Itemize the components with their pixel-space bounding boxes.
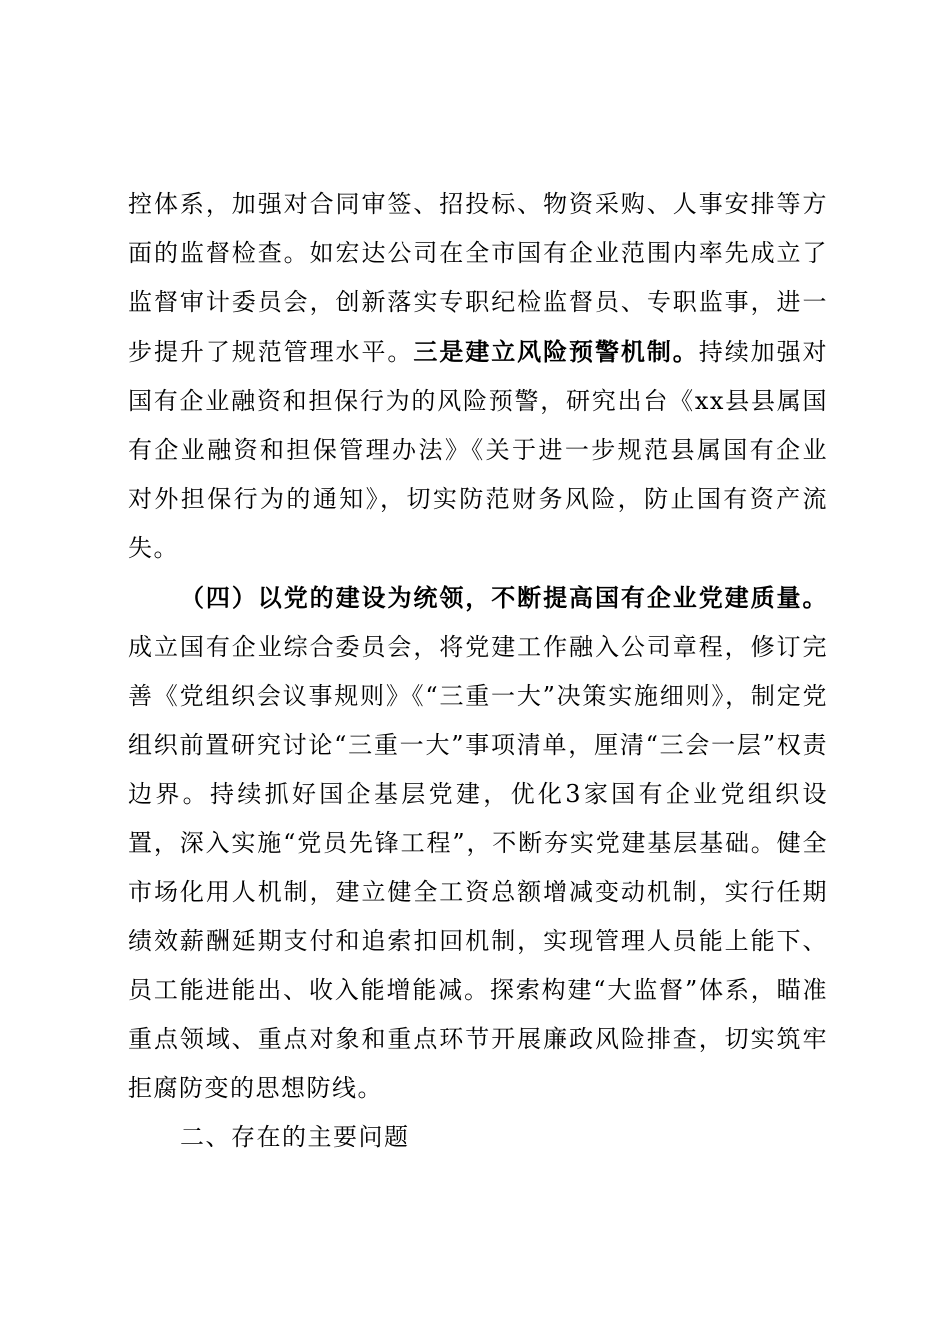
bold-subheading: （四）以党的建设为统领，不断提高国有企业党建质量。 — [180, 583, 828, 612]
paragraph-party-building — [128, 573, 828, 1113]
paragraph-risk-warning — [128, 180, 828, 573]
paragraph-text: 成立国有企业综合委员会，将党建工作融入公司章程，修订完善《党组织会议事规则》《“三重一大”决策实施细则》，制定党组织前置研究讨论“三重一大”事项清单，厘清“三会一层”权责边界。持续抓好国企基层党建，优化3家国有企业党组织设置，深入实施“党员先锋工程”，不断夯实党建基层基础。健全市场化用人机制，建立健全工资总额增减变动机制，实行任期绩效薪酬延期支付和追索扣回机制，实现管理人员能上能下、员工能进能出、收入能增能减。探索构建“大监督”体系，瞄准重点领域、重点对象和重点环节开展廉政风险排查，切实筑牢拒腐防变的思想防线。 — [128, 633, 828, 1102]
paragraph-text: 控体系，加强对合同审签、招投标、物资采购、人事安排等方面的监督检查。如宏达公司在全市国有企业范围内率先成立了监督审计委员会，创新落实专职纪检监督员、专职监事，进一步提升了规范管理水平。 — [128, 190, 828, 366]
bold-subheading: 三是建立风险预警机制。 — [413, 337, 699, 366]
paragraph-text: 持续加强对国有企业融资和担保行为的风险预警，研究出台《xx县县属国有企业融资和担保管理办法》《关于进一步规范县属国有企业对外担保行为的通知》，切实防范财务风险，防止国有资产流失。 — [128, 338, 829, 562]
section-heading: 二、存在的主要问题 — [180, 1123, 410, 1151]
document-body — [128, 180, 828, 1162]
